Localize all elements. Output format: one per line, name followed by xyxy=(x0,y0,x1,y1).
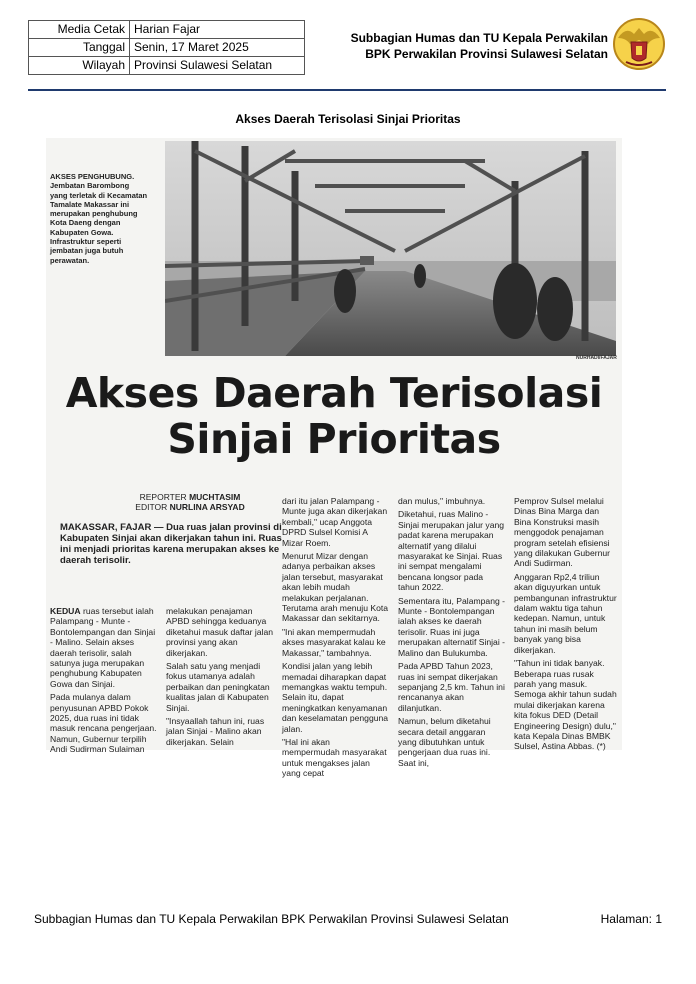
article-column-3 xyxy=(282,496,390,782)
media-value: Harian Fajar xyxy=(130,21,305,39)
document-title: Akses Daerah Terisolasi Sinjai Prioritas xyxy=(235,112,461,126)
header-divider xyxy=(28,89,666,91)
col4-paragraph-2: Diketahui, ruas Malino - Sinjai merupakan jalur yang padat karena merupakan alternatif yang dilalui masyarakat ke Sinjai. Ruas ini sempat mengalami bencana longsor pada tahun 2022. xyxy=(398,509,505,593)
article-column-5 xyxy=(514,496,618,755)
article-column-2 xyxy=(166,606,274,750)
col3-paragraph-5: "Hal ini akan mempermudah masyarakat untuk mengakses jalan yang cepat xyxy=(282,736,387,779)
editor-line xyxy=(100,502,280,512)
col4-paragraph-5: Namun, belum diketahui secara detail anggaran yang dibutuhkan untuk pengerjaan dua ruas ini. Saat ini, xyxy=(398,716,491,768)
col1-dropcap: KEDUA xyxy=(50,606,81,616)
col1-paragraph-1 xyxy=(50,606,158,689)
reporter-label: REPORTER xyxy=(139,492,187,502)
article-column-1 xyxy=(50,606,158,758)
region-value: Provinsi Sulawesi Selatan xyxy=(130,57,305,75)
col5-paragraph-2: Anggaran Rp2,4 triliun akan diguyurkan untuk pembangunan infrastruktur dalam waktu tiga tahun kedepan. Namun, untuk tahun ini masih belum banyak yang bisa dikerjakan. xyxy=(514,571,617,655)
reporter-name: MUCHTASIM xyxy=(189,492,241,502)
photo-caption xyxy=(50,172,148,265)
media-info-table xyxy=(28,20,305,75)
col5-paragraph-3: "Tahun ini tidak banyak. Beberapa ruas rusak parah yang masuk. Semoga akhir tahun sudah mulai dikerjakan karena kita fokus DED (Detail Engineering Design) dulu," kata Kepala Dinas BMBK Sulsel, Astina Abbas. (*) xyxy=(514,658,617,752)
col2-paragraph-2: Salah satu yang menjadi fokus utamanya adalah perbaikan dan peningkatan kualitas jalan di Kabupaten Sinjai. xyxy=(166,661,270,713)
article-column-4 xyxy=(398,496,506,771)
caption-lead: AKSES PENGHUBUNG. xyxy=(50,172,135,181)
organization-header xyxy=(351,30,608,62)
col1-p1-text: ruas tersebut ialah Palampang - Munte - Bontolempangan dan Sinjai - Malino. Selain akses daerah terisolir, salah satunya juga merupakan penghubung Kabupaten Gowa dan Sinjai. xyxy=(50,606,156,689)
garuda-emblem-icon xyxy=(612,16,666,74)
article-lead: MAKASSAR, FAJAR — Dua ruas jalan provinsi di Kabupaten Sinjai akan dikerjakan tahun ini. Ruas ini menjadi prioritas karena merupakan akses ke daerah terisolir. xyxy=(60,522,282,566)
region-row xyxy=(29,57,305,75)
media-row xyxy=(29,21,305,39)
col1-paragraph-2: Pada mulanya dalam penyusunan APBD Pokok 2025, dua ruas ini tidak masuk rencana pengerjaan. Namun, Gubernur terpilih Andi Sudirman Sulaiman xyxy=(50,692,157,755)
date-label: Tanggal xyxy=(29,39,130,57)
media-label: Media Cetak xyxy=(29,21,130,39)
org-line-1: Subbagian Humas dan TU Kepala Perwakilan xyxy=(350,31,608,45)
org-line-2: BPK Perwakilan Provinsi Sulawesi Selatan xyxy=(365,47,608,61)
editor-label: EDITOR xyxy=(135,502,168,512)
date-value: Senin, 17 Maret 2025 xyxy=(130,39,305,57)
col2-paragraph-1: melakukan penajaman APBD sehingga keduanya diketahui masuk daftar jalan provinsi yang akan dikerjakan. xyxy=(166,606,274,658)
col3-paragraph-1: dari itu jalan Palampang - Munte juga akan dikerjakan kembali," ucap Anggota DPRD Sulsel Komisi A Mizar Roem. xyxy=(282,496,388,548)
col3-paragraph-3: "Ini akan mempermudah akses masyarakat kalau ke Makassar," tambahnya. xyxy=(282,626,386,658)
byline xyxy=(100,492,280,512)
bridge-photo xyxy=(165,141,616,356)
col4-paragraph-4: Pada APBD Tahun 2023, ruas ini sempat dikerjakan sepanjang 2,5 km. Tahun ini rencananya akan dilanjutkan. xyxy=(398,661,505,713)
reporter-line xyxy=(100,492,280,502)
caption-body: Jembatan Barombong yang terletak di Kecamatan Tamalate Makassar ini merupakan penghubung Kota Daeng dengan Kabupaten Gowa. Infrastruktur seperti jembatan juga butuh perawatan. xyxy=(50,181,148,265)
col3-paragraph-4: Kondisi jalan yang lebih memadai diharapkan dapat memangkas waktu tempuh. Selain itu, dapat meningkatkan kenyamanan dan keselamatan pengguna jalan. xyxy=(282,661,389,734)
col4-paragraph-1: dan mulus," imbuhnya. xyxy=(398,496,486,506)
headline-line-1: Akses Daerah Terisolasi xyxy=(65,369,603,417)
col5-paragraph-1: Pemprov Sulsel melalui Dinas Bina Marga dan Bina Konstruksi masih menggodok penajaman program setelah efisiensi yang dilakukan Gubernur Andi Sudirman. xyxy=(514,496,611,569)
page-number: Halaman: 1 xyxy=(600,912,662,926)
editor-name: NURLINA ARSYAD xyxy=(169,502,245,512)
region-label: Wilayah xyxy=(29,57,130,75)
col2-paragraph-3: "Insyaallah tahun ini, ruas jalan Sinjai - Malino akan dikerjakan. Selain xyxy=(166,716,265,747)
col4-paragraph-3: Sementara itu, Palampang - Munte - Bontolempangan ialah akses ke daerah terisolir. Ruas ini juga merupakan alternatif Sinjai - Malino dan Bulukumba. xyxy=(398,595,506,658)
photo-credit: NURHADI/FAJAR xyxy=(576,355,617,361)
article-headline xyxy=(46,370,622,462)
footer-organization: Subbagian Humas dan TU Kepala Perwakilan BPK Perwakilan Provinsi Sulawesi Selatan xyxy=(34,912,509,926)
date-row xyxy=(29,39,305,57)
headline-line-2: Sinjai Prioritas xyxy=(167,415,501,463)
col3-paragraph-2: Menurut Mizar dengan adanya perbaikan akses jalan tersebut, masyarakat akan lebih mudah melakukan perjalanan. Terutama arah menuju Kota Makassar dan sekitarnya. xyxy=(282,551,389,624)
